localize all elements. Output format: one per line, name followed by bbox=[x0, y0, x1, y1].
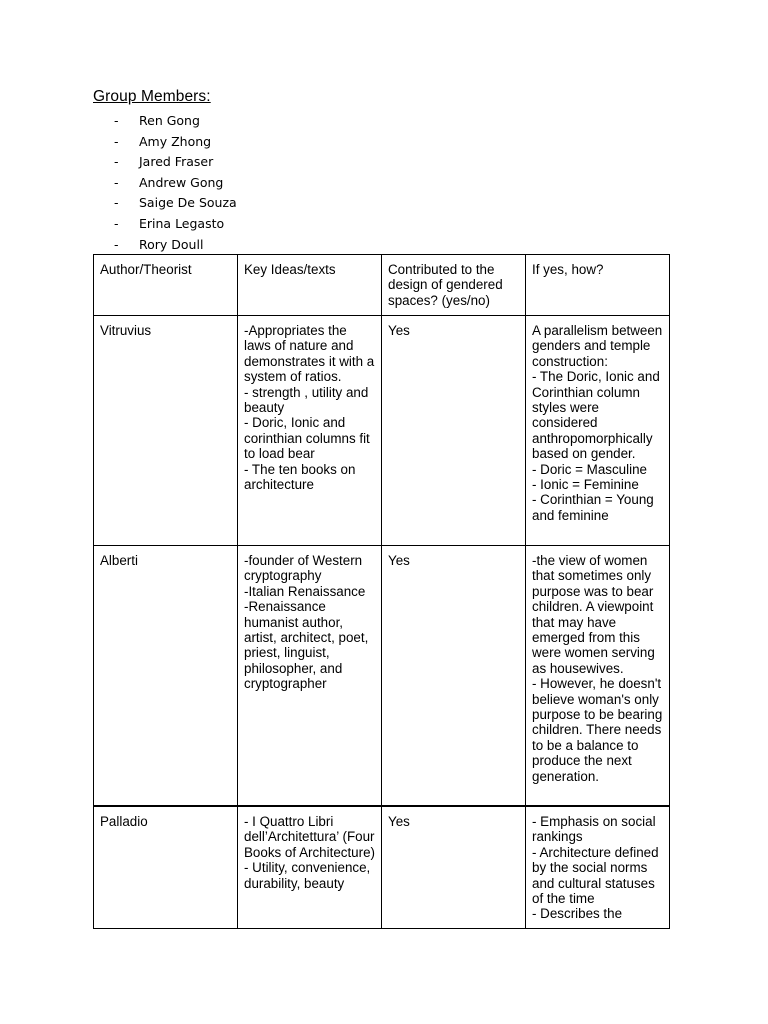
list-bullet: - bbox=[114, 113, 119, 128]
list-item bbox=[114, 193, 237, 214]
cell-key-ideas: -founder of Western cryptography -Italian Renaissance -Renaissance humanist author, artist, architect, poet, priest, linguist, philosopher, and cryptographer bbox=[238, 546, 382, 807]
member-name: Amy Zhong bbox=[139, 133, 212, 149]
list-item bbox=[114, 235, 237, 256]
table-header-row bbox=[94, 255, 670, 316]
list-bullet: - bbox=[114, 133, 119, 149]
list-bullet: - bbox=[114, 195, 119, 211]
cell-author: Alberti bbox=[94, 546, 238, 807]
header-how: If yes, how? bbox=[526, 255, 670, 316]
cell-author: Palladio bbox=[94, 806, 238, 928]
theorist-table bbox=[93, 254, 670, 929]
member-name: Jared Fraser bbox=[139, 154, 214, 170]
list-item bbox=[114, 214, 237, 235]
cell-key-ideas: - I Quattro Libri dell’Architettura’ (Four Books of Architecture) - Utility, convenience, durability, beauty bbox=[238, 806, 382, 928]
list-item bbox=[114, 152, 237, 173]
group-members-heading: Group Members: bbox=[93, 88, 211, 105]
member-name: Andrew Gong bbox=[139, 174, 224, 190]
header-contributed: Contributed to the design of gendered spaces? (yes/no) bbox=[382, 255, 526, 316]
cell-how: - Emphasis on social rankings - Architecture defined by the social norms and cultural statuses of the time - Describes the bbox=[526, 806, 670, 928]
member-name: Rory Doull bbox=[139, 236, 204, 252]
member-name: Ren Gong bbox=[139, 113, 200, 128]
list-bullet: - bbox=[114, 236, 119, 252]
list-item bbox=[114, 132, 237, 153]
cell-contributed: Yes bbox=[382, 546, 526, 807]
cell-author: Vitruvius bbox=[94, 316, 238, 546]
member-name: Saige De Souza bbox=[139, 195, 237, 211]
list-item bbox=[114, 111, 237, 132]
table-row bbox=[94, 806, 670, 928]
cell-contributed: Yes bbox=[382, 806, 526, 928]
list-bullet: - bbox=[114, 215, 119, 231]
list-bullet: - bbox=[114, 174, 119, 190]
table-row bbox=[94, 546, 670, 807]
group-members-list bbox=[114, 111, 237, 255]
member-name: Erina Legasto bbox=[139, 215, 225, 231]
table-row bbox=[94, 316, 670, 546]
list-bullet: - bbox=[114, 154, 119, 170]
cell-key-ideas: -Appropriates the laws of nature and demonstrates it with a system of ratios. - strength , utility and beauty - Doric, Ionic and corinthian columns fit to load bear - The ten books on architecture bbox=[238, 316, 382, 546]
cell-how: A parallelism between genders and temple construction: - The Doric, Ionic and Corinthian column styles were considered anthropomorphically based on gender. - Doric = Masculine - Ionic = Feminine - Corinthian = Young and feminine bbox=[526, 316, 670, 546]
cell-contributed: Yes bbox=[382, 316, 526, 546]
cell-how: -the view of women that sometimes only purpose was to bear children. A viewpoint that may have emerged from this were women serving as housewives. - However, he doesn't believe woman's only purpose to be bearing children. There needs to be a balance to produce the next generation. bbox=[526, 546, 670, 807]
list-item bbox=[114, 173, 237, 194]
header-author: Author/Theorist bbox=[94, 255, 238, 316]
header-key-ideas: Key Ideas/texts bbox=[238, 255, 382, 316]
